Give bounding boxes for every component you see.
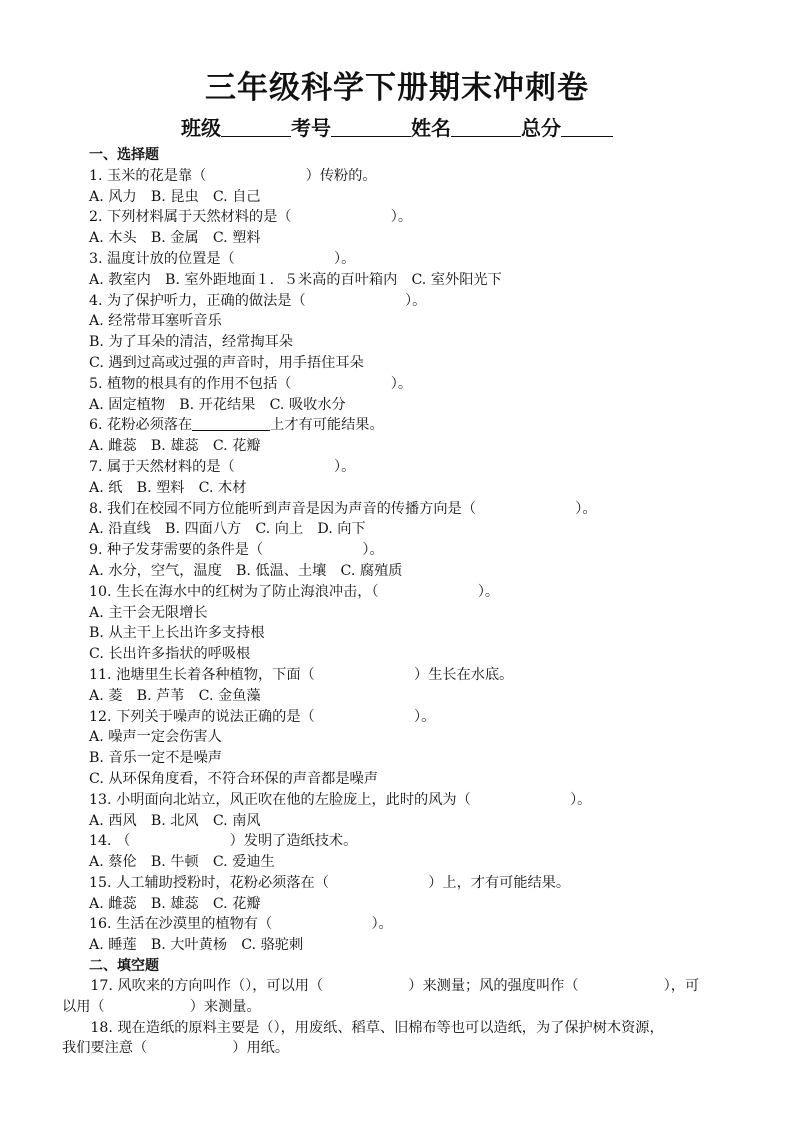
question-line: 1. 玉米的花是靠（ ）传粉的。 bbox=[89, 167, 377, 184]
option-line: B. 为了耳朵的清洁，经常掏耳朵 bbox=[89, 334, 293, 351]
exam-no-label: 考号 bbox=[291, 116, 331, 140]
option-line: A. 水分，空气，温度 B. 低温、土壤 C. 腐殖质 bbox=[89, 562, 403, 579]
option-line: B. 从主干上长出许多支持根 bbox=[89, 625, 265, 642]
option-line: A. 雌蕊 B. 雄蕊 C. 花瓣 bbox=[89, 438, 261, 455]
option-line: A. 经常带耳塞听音乐 bbox=[89, 313, 222, 330]
option-line: A. 固定植物 B. 开花结果 C. 吸收水分 bbox=[89, 396, 346, 413]
fill-in-section bbox=[62, 976, 734, 1059]
option-line: A. 教室内 B. 室外距地面１．５米高的百叶箱内 C. 室外阳光下 bbox=[89, 271, 502, 288]
option-line: A. 木头 B. 金属 C. 塑料 bbox=[89, 230, 261, 247]
question-line: 7. 属于天然材料的是（ ）。 bbox=[89, 458, 356, 475]
question-line: 11. 池塘里生长着各种植物，下面（ ）生长在水底。 bbox=[89, 666, 514, 683]
fill-question-line: 17. 风吹来的方向叫作（），可以用（ ）来测量；风的强度叫作（ ），可 bbox=[62, 978, 700, 994]
fill-question-line: 以用（ ）来测量。 bbox=[62, 998, 261, 1015]
question-line: 3. 温度计放的位置是（ ）。 bbox=[89, 250, 356, 267]
question-line: 2. 下列材料属于天然材料的是（ ）。 bbox=[89, 209, 413, 226]
question-line: 12. 下列关于噪声的说法正确的是（ ）。 bbox=[89, 708, 436, 725]
option-line: B. 音乐一定不是噪声 bbox=[89, 750, 222, 767]
name-blank[interactable] bbox=[451, 118, 521, 137]
fill-question-line: 我们要注意（ ）用纸。 bbox=[62, 1040, 290, 1057]
question-line: 10. 生长在海水中的红树为了防止海浪冲击，（ ）。 bbox=[89, 583, 500, 600]
class-label: 班级 bbox=[181, 116, 221, 140]
class-blank[interactable] bbox=[221, 118, 291, 137]
question-line: 9. 种子发芽需要的条件是（ ）。 bbox=[89, 542, 384, 559]
question-line: 15. 人工辅助授粉时，花粉必须落在（ ）上，才有可能结果。 bbox=[89, 874, 571, 891]
option-line: A. 噪声一定会伤害人 bbox=[89, 729, 222, 746]
section-heading-choice: 一、选择题 bbox=[89, 147, 159, 163]
question-line: 4. 为了保护听力，正确的做法是（ ）。 bbox=[89, 292, 427, 309]
question-line: 13. 小明面向北站立，风正吹在他的左脸庞上，此时的风为（ ）。 bbox=[89, 791, 592, 808]
answer-blank[interactable] bbox=[192, 416, 270, 431]
question-6-tail: 上才有可能结果。 bbox=[270, 417, 384, 434]
score-blank[interactable] bbox=[561, 118, 613, 137]
question-line: 5. 植物的根具有的作用不包括（ ）。 bbox=[89, 375, 413, 392]
option-line: C. 遇到过高或过强的声音时，用手捂住耳朵 bbox=[89, 354, 364, 371]
question-line: 14. （ ）发明了造纸技术。 bbox=[89, 833, 358, 850]
multiple-choice-section bbox=[89, 145, 739, 977]
option-line: A. 蔡伦 B. 牛顿 C. 爱迪生 bbox=[89, 854, 275, 871]
option-line: C. 从环保角度看，不符合环保的声音都是噪声 bbox=[89, 770, 378, 787]
question-line bbox=[89, 415, 739, 436]
score-label: 总分 bbox=[521, 116, 561, 140]
page-title: 三年级科学下册期末冲刺卷 bbox=[205, 70, 589, 106]
question-line: 16. 生活在沙漠里的植物有（ ）。 bbox=[89, 916, 393, 933]
option-line: A. 主干会无限增长 bbox=[89, 604, 208, 621]
fill-question-line: 18. 现在造纸的原料主要是（），用废纸、稻草、旧棉布等也可以造纸，为了保护树木资源， bbox=[62, 1019, 664, 1036]
question-line: 8. 我们在校园不同方位能听到声音是因为声音的传播方向是（ ）。 bbox=[89, 500, 597, 517]
option-line: A. 西风 B. 北风 C. 南风 bbox=[89, 812, 261, 829]
name-label: 姓名 bbox=[411, 116, 451, 140]
option-line: C. 长出许多指状的呼吸根 bbox=[89, 646, 251, 663]
question-6-text: 6. 花粉必须落在 bbox=[89, 417, 193, 434]
exam-no-blank[interactable] bbox=[331, 118, 411, 137]
section-heading-fill: 二、填空题 bbox=[89, 958, 159, 975]
option-line: A. 睡莲 B. 大叶黄杨 C. 骆驼刺 bbox=[89, 937, 304, 954]
option-line: A. 雌蕊 B. 雄蕊 C. 花瓣 bbox=[89, 895, 261, 912]
option-line: A. 菱 B. 芦苇 C. 金鱼藻 bbox=[89, 687, 261, 704]
option-line: A. 纸 B. 塑料 C. 木材 bbox=[89, 479, 247, 496]
student-info-row bbox=[0, 112, 794, 141]
option-line: A. 沿直线 B. 四面八方 C. 向上 D. 向下 bbox=[89, 521, 366, 538]
option-line: A. 风力 B. 昆虫 C. 自己 bbox=[89, 188, 261, 205]
